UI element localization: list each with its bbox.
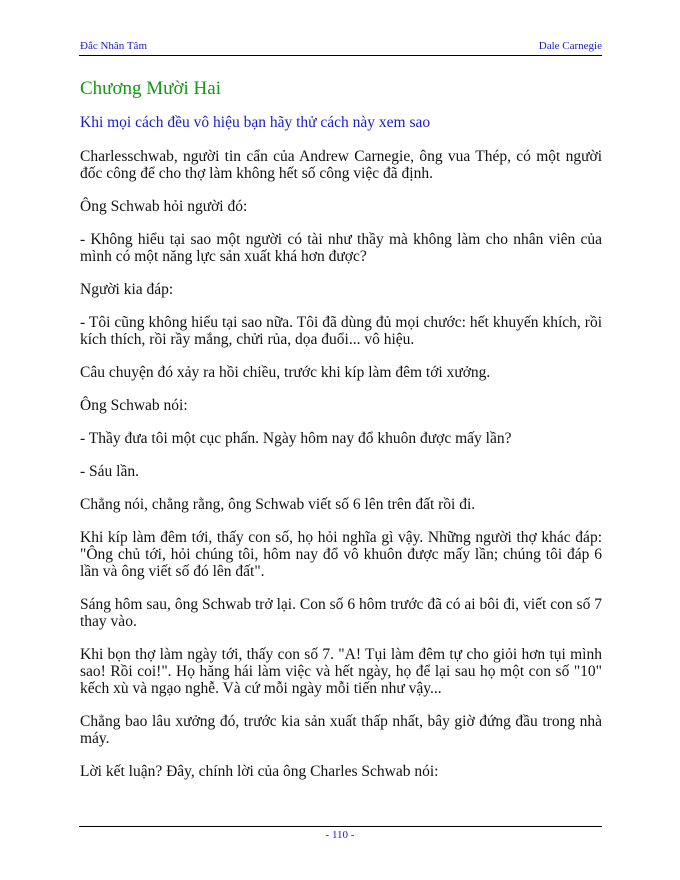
paragraph: Sáng hôm sau, ông Schwab trở lại. Con số 6 hôm trước đã có ai bôi đi, viết con số 7 thay vào. — [80, 596, 602, 630]
paragraph: Ông Schwab hỏi người đó: — [80, 198, 248, 215]
paragraph: Khi kíp làm đêm tới, thấy con số, họ hỏi nghĩa gì vậy. Những người thợ khác đáp: "Ông chủ tới, hỏi chúng tôi, hôm nay đổ vô khuôn được mấy lần; chúng tôi đáp 6 lần và ông viết số đó lên đất". — [80, 529, 602, 580]
book-title: Đắc Nhân Tâm — [80, 40, 147, 52]
paragraph: - Sáu lần. — [80, 463, 139, 480]
paragraph: - Không hiểu tại sao một người có tài như thầy mà không làm cho nhân viên của mình có một năng lực sản xuất khá hơn được? — [80, 231, 602, 265]
chapter-title: Chương Mười Hai — [80, 78, 221, 99]
paragraph: Khi bọn thợ làm ngày tới, thấy con số 7. "A! Tụi làm đêm tự cho giỏi hơn tụi mình sao! Rồi coi!". Họ hăng hái làm việc và hết ngày, họ để lại sau họ một con số "10" kếch xù và ngạo nghễ. Và cứ mỗi ngày mỗi tiến như vậy... — [80, 646, 602, 697]
paragraph: Câu chuyện đó xảy ra hồi chiều, trước khi kíp làm đêm tới xưởng. — [80, 364, 491, 381]
author-name: Dale Carnegie — [538, 40, 602, 52]
paragraph: Chẳng bao lâu xưởng đó, trước kia sản xuất thấp nhất, bây giờ đứng đầu trong nhà máy. — [80, 713, 602, 747]
paragraph: Charlesschwab, người tin cẩn của Andrew Carnegie, ông vua Thép, có một người đốc công để cho thợ làm không hết số công việc đã định. — [80, 148, 602, 182]
page-header — [80, 40, 602, 54]
footer-divider — [79, 826, 602, 827]
paragraph: Người kia đáp: — [80, 281, 174, 298]
body-text — [80, 148, 602, 796]
paragraph: Lời kết luận? Đây, chính lời của ông Charles Schwab nói: — [80, 763, 439, 780]
chapter-subtitle: Khi mọi cách đều vô hiệu bạn hãy thử cách này xem sao — [80, 114, 431, 131]
paragraph: - Tôi cũng không hiểu tại sao nữa. Tôi đã dùng đủ mọi chước: hết khuyến khích, rồi kích thích, rồi rầy mắng, chửi rủa, dọa đuổi... vô hiệu. — [80, 314, 602, 348]
paragraph: - Thầy đưa tôi một cục phấn. Ngày hôm nay đổ khuôn được mấy lần? — [80, 430, 512, 447]
paragraph: Ông Schwab nói: — [80, 397, 188, 414]
page-number: - 110 - — [325, 829, 355, 841]
paragraph: Chẳng nói, chẳng rằng, ông Schwab viết số 6 lên trên đất rồi đi. — [80, 496, 476, 513]
header-divider — [79, 55, 602, 56]
